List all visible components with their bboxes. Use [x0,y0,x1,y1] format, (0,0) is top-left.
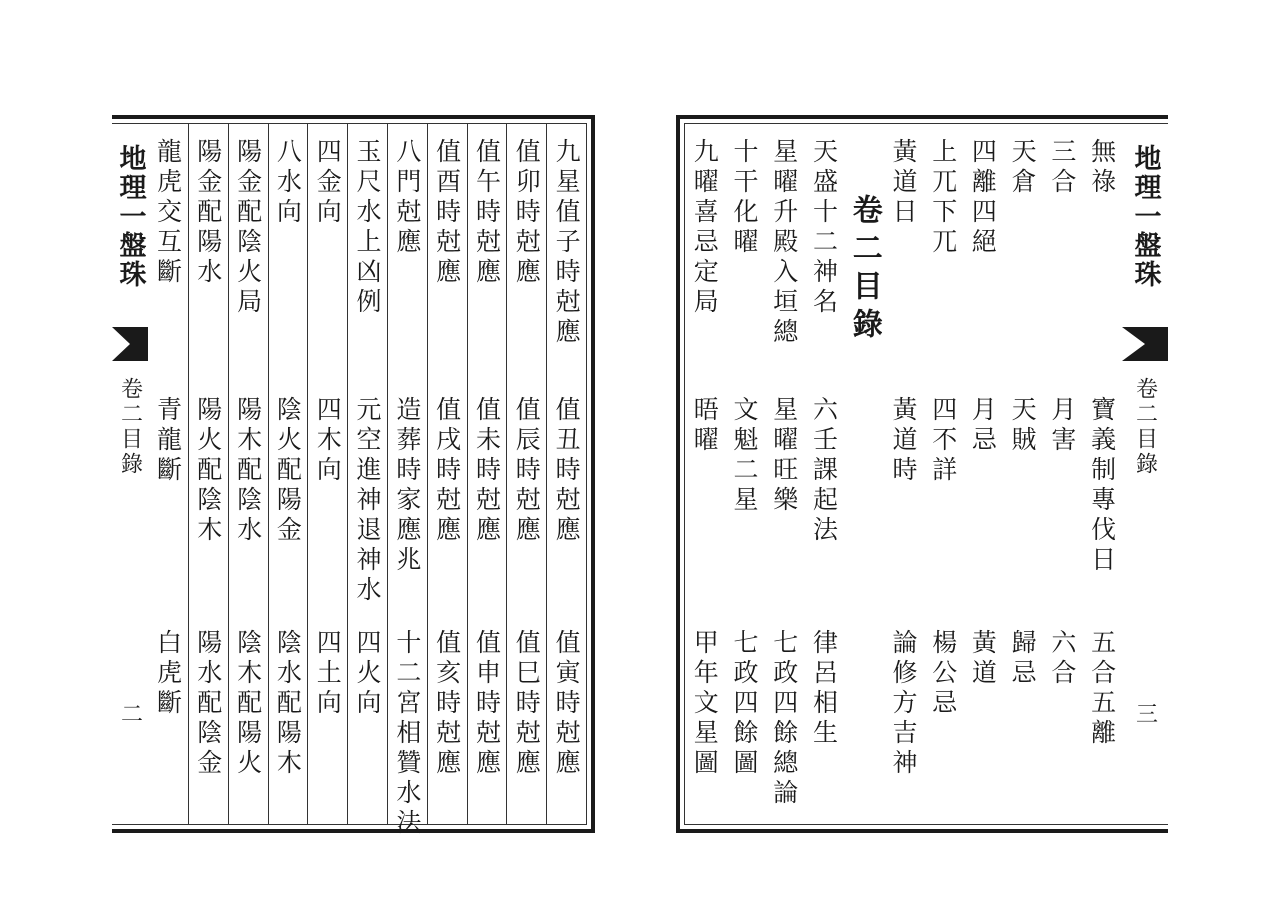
left-page-inner-frame [112,123,587,839]
toc-entry: 文魁二星 [730,396,760,516]
fish-tail-mark-icon [1122,327,1168,361]
left-page-columns [148,124,586,839]
toc-column [546,124,586,824]
right-page-gutter [1122,132,1168,816]
toc-column [1003,124,1043,824]
toc-entry: 四金向 [313,138,343,228]
toc-entry: 八門尅應 [392,138,422,258]
toc-column [268,124,308,824]
toc-entry: 星曜升殿入垣總 [769,138,799,348]
toc-column [228,124,268,824]
toc-column [804,124,844,824]
toc-entry: 陰木配陽火 [233,629,263,779]
toc-column [1043,124,1083,824]
toc-entry: 四離四絕 [968,138,998,258]
fish-tail-mark-icon [112,327,148,361]
toc-entry: 月忌 [968,396,998,456]
toc-entry: 四火向 [353,629,383,719]
right-page-columns [685,124,1122,824]
toc-column [1082,124,1122,824]
toc-column [347,124,387,824]
toc-entry: 陽木配陰水 [233,396,263,546]
toc-entry: 六壬課起法 [809,396,839,546]
toc-entry: 陽火配陰木 [193,396,223,546]
toc-entry: 值未時尅應 [472,396,502,546]
toc-entry: 無祿 [1087,138,1117,198]
toc-entry: 天倉 [1008,138,1038,198]
toc-entry: 四不詳 [928,396,958,486]
toc-entry: 十二宮相贊水法 [392,629,422,839]
toc-entry: 陽水配陰金 [193,629,223,779]
toc-entry: 四土向 [313,629,343,719]
toc-column [764,124,804,824]
toc-entry: 星曜旺樂 [769,396,799,516]
toc-entry: 值申時尅應 [472,629,502,779]
toc-entry: 造葬時家應兆 [392,396,422,576]
toc-entry: 值亥時尅應 [432,629,462,779]
toc-column [963,124,1003,824]
toc-entry: 陽金配陰火局 [233,138,263,318]
toc-entry: 寶義制專伐日 [1087,396,1117,576]
toc-entry: 三合 [1047,138,1077,198]
toc-column [427,124,467,824]
left-page [112,115,595,839]
toc-entry: 黃道 [968,629,998,689]
toc-column [387,124,427,839]
toc-column [685,124,725,824]
toc-entry: 陰水配陽木 [273,629,303,779]
toc-entry: 九曜喜忌定局 [690,138,720,318]
toc-entry: 論修方吉神 [888,629,918,779]
toc-entry: 甲年文星圖 [690,629,720,779]
toc-entry: 青龍斷 [153,396,183,486]
page-number: 二 [117,702,143,724]
toc-column [188,124,228,824]
toc-entry: 晤曜 [690,396,720,456]
toc-entry: 歸忌 [1008,629,1038,689]
volume-label: 卷二目錄 [1132,377,1158,477]
toc-column [844,124,884,824]
toc-entry: 七政四餘總論 [769,629,799,809]
section-heading: 卷二目錄 [846,194,882,346]
toc-entry: 九星值子時尅應 [552,138,582,348]
toc-entry: 律呂相生 [809,629,839,749]
right-page [676,115,1168,833]
toc-entry: 值寅時尅應 [552,629,582,779]
volume-label: 卷二目錄 [117,377,143,477]
toc-entry: 龍虎交互斷 [153,138,183,288]
toc-entry: 四木向 [313,396,343,486]
toc-entry: 值辰時尅應 [512,396,542,546]
toc-entry: 黃道日 [888,138,918,228]
book-title: 地理一盤珠 [114,144,146,289]
toc-entry: 玉尺水上凶例 [353,138,383,318]
toc-entry: 六合 [1047,629,1077,689]
toc-entry: 楊公忌 [928,629,958,719]
toc-entry: 值午時尅應 [472,138,502,288]
toc-entry: 值卯時尅應 [512,138,542,288]
toc-entry: 月害 [1047,396,1077,456]
page-number: 三 [1132,702,1158,724]
toc-entry: 值酉時尅應 [432,138,462,288]
toc-entry: 陰火配陽金 [273,396,303,546]
toc-entry: 陽金配陽水 [193,138,223,288]
toc-column [506,124,546,824]
toc-column [725,124,765,824]
toc-entry: 黃道時 [888,396,918,486]
toc-entry: 白虎斷 [153,629,183,719]
toc-column [307,124,347,824]
toc-column [923,124,963,824]
toc-entry: 元空進神退神水 [353,396,383,606]
toc-entry: 八水向 [273,138,303,228]
toc-column [884,124,924,824]
toc-entry: 值丑時尅應 [552,396,582,546]
toc-entry: 天賊 [1008,396,1038,456]
right-page-inner-frame [684,123,1168,825]
toc-column [467,124,507,824]
toc-column [148,124,188,824]
toc-entry: 天盛十二神名 [809,138,839,318]
book-title: 地理一盤珠 [1129,144,1161,289]
toc-entry: 十干化曜 [730,138,760,258]
toc-entry: 五合五離 [1087,629,1117,749]
toc-entry: 值戌時尅應 [432,396,462,546]
left-page-gutter [112,132,148,816]
toc-entry: 上兀下兀 [928,138,958,258]
toc-entry: 七政四餘圖 [730,629,760,779]
toc-entry: 值巳時尅應 [512,629,542,779]
